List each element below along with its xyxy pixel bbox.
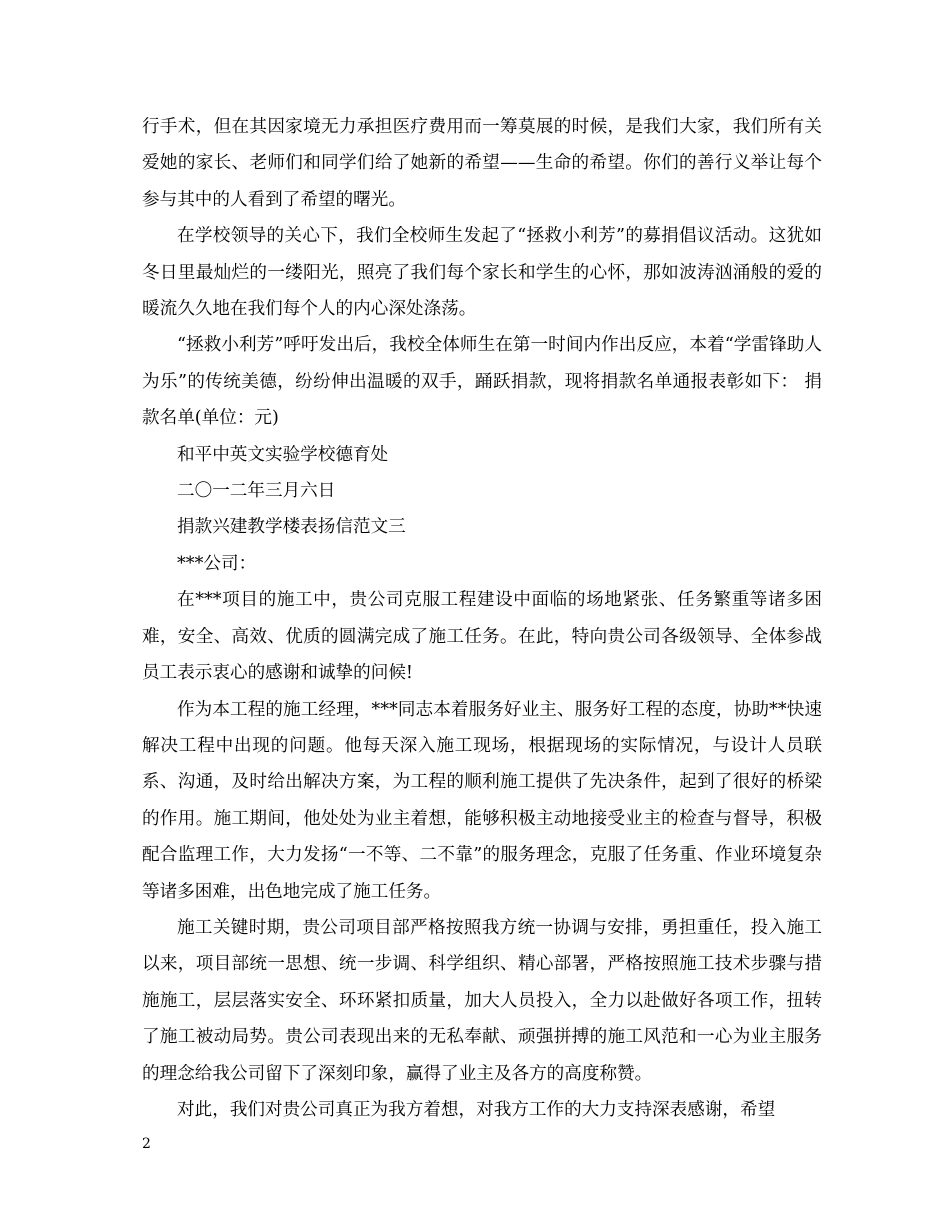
paragraph-fundraising-initiative: 在学校领导的关心下，我们全校师生发起了“拯救小利芳”的募捐倡议活动。这犹如冬日里最灿烂的一缕阳光，照亮了我们每个家长和学生的心怀，那如波涛汹涌般的爱的暖流久久地在我们每个人的内心深处涤荡。: [142, 226, 822, 320]
signature-date: 二〇一二年三月六日: [177, 481, 336, 502]
paragraph-thanks: 在***项目的施工中，贵公司克服工程建设中面临的场地紧张、任务繁重等诸多困难，安全、高效、优质的圆满完成了施工任务。在此，特向贵公司各级领导、全体参战员工表示衷心的感谢和诚挚的问候!: [142, 590, 822, 684]
paragraph-construction-manager: 作为本工程的施工经理，***同志本着服务好业主、服务好工程的态度，协助**快速解决工程中出现的问题。他每天深入施工现场，根据现场的实际情况，与设计人员联系、沟通，及时给出解决方案，为工程的顺利施工提供了先决条件，起到了很好的桥梁的作用。施工期间，他处处为业主着想，能够积极主动地接受业主的检查与督导，积极配合监理工作，大力发扬“一不等、二不靠”的服务理念，克服了任务重、作业环境复杂等诸多困难，出色地完成了施工任务。: [142, 699, 822, 902]
salutation: ***公司：: [177, 553, 257, 574]
paragraph-continuation: 行手术，但在其因家境无力承担医疗费用而一筹莫展的时候，是我们大家，我们所有关爱她的家长、老师们和同学们给了她新的希望——生命的希望。你们的善行义举让每个参与其中的人看到了希望的曙光。: [142, 117, 822, 210]
document-body: [142, 109, 822, 1128]
paragraph-critical-period: 施工关键时期，贵公司项目部严格按照我方统一协调与安排，勇担重任，投入施工以来，项目部统一思想、统一步调、科学组织、精心部署，严格按照施工技术步骤与措施施工，层层落实安全、环环紧扣质量，加大人员投入，全力以赴做好各项工作，扭转了施工被动局势。贵公司表现出来的无私奉献、顽强拼搏的施工风范和一心为业主服务的理念给我公司留下了深刻印象，赢得了业主及各方的高度称赞。: [142, 917, 822, 1084]
paragraph-donation-response: “拯救小利芳”呼吁发出后，我校全体师生在第一时间内作出反应，本着“学雷锋助人为乐”的传统美德，纷纷伸出温暖的双手，踊跃捐款，现将捐款名单通报表彰如下： 捐款名单(单位：元): [142, 335, 822, 429]
paragraph-closing: 对此，我们对贵公司真正为我方着想，对我方工作的大力支持深表感谢，希望: [177, 1099, 776, 1120]
section-title: 捐款兴建教学楼表扬信范文三: [177, 517, 406, 538]
signature-school-office: 和平中英文实验学校德育处: [177, 444, 389, 465]
page-number: 2: [142, 1136, 151, 1152]
